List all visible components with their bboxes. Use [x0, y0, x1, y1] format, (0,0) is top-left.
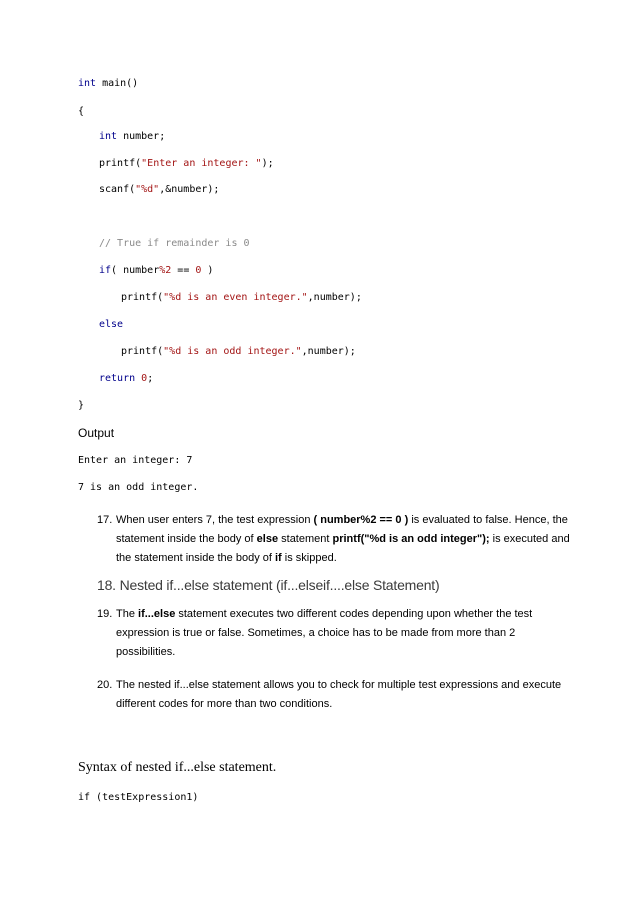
code-line-else: else	[99, 319, 124, 330]
list-item-text: When user enters 7, the test expression ( number%2 == 0 ) is evaluated to false. Hence, the statement inside the body of else statement printf("%d is an odd integer"); is executed and the statement inside the body of if is skipped.	[116, 514, 570, 564]
code-line-5: scanf("%d",&number);	[99, 184, 220, 195]
section-heading-nested-if-else: 18. Nested if...else statement (if...elseif....else Statement)	[97, 577, 440, 593]
syntax-code-line: if (testExpression1)	[78, 792, 199, 803]
code-line-printf-even: printf("%d is an even integer.",number);	[121, 292, 362, 303]
code-line-2: {	[78, 106, 85, 117]
code-line-4: printf("Enter an integer: ");	[99, 158, 274, 169]
code-line-if: if( number%2 == 0 )	[99, 265, 214, 276]
code-line-3: int number;	[99, 131, 166, 142]
output-label: Output	[78, 426, 115, 440]
code-line-close: }	[78, 400, 85, 411]
output-line-1: Enter an integer: 7	[78, 455, 193, 466]
code-line-return: return 0;	[99, 373, 154, 384]
code-comment: // True if remainder is 0	[99, 238, 250, 249]
output-line-2: 7 is an odd integer.	[78, 482, 199, 493]
code-line-1: int main()	[78, 78, 139, 89]
code-line-printf-odd: printf("%d is an odd integer.",number);	[121, 346, 356, 357]
syntax-heading: Syntax of nested if...else statement.	[78, 760, 277, 775]
list-item-text: The nested if...else statement allows you to check for multiple test expressions and execute different codes for more than two conditions.	[116, 679, 562, 710]
list-number: 20.	[97, 679, 113, 691]
list-number: 17.	[97, 514, 113, 526]
list-number: 19.	[97, 608, 113, 620]
list-item-text: The if...else statement executes two different codes depending upon whether the test expression is true or false. Sometimes, a choice has to be made from more than 2 possibilities.	[116, 608, 533, 658]
